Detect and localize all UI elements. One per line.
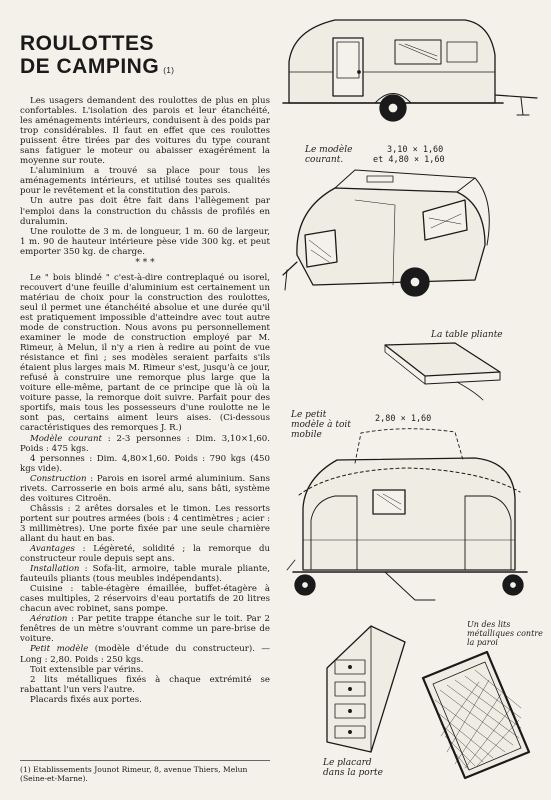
- paragraph: Un autre pas doit être fait dans l'allègement par l'emploi dans la construction du châssis de profilés en duralumin.: [20, 196, 270, 227]
- paragraph: L'aluminium a trouvé sa place pour tous les aménagements intérieurs, et utilisé toutes ses qualités pour le revêtement et la constitution des parois.: [20, 166, 270, 197]
- paragraph: Une roulotte de 3 m. de longueur, 1 m. 60 de largeur, 1 m. 90 de hauteur intérieure pèse vide 300 kg. et peut emporter 350 kg. de charge.: [20, 226, 270, 257]
- spec-avantages: Avantages : Légèreté, solidité ; la remorque du constructeur roule depuis sept ans.: [20, 544, 270, 565]
- illustrations-svg: [275, 0, 551, 800]
- placard-door-illustration: [327, 626, 405, 752]
- spec-aeration: Aération : Par petite trappe étanche sur le toit. Par 2 fenêtres de un mètre s'ouvrant comme un pare-brise de voiture.: [20, 614, 270, 645]
- spec-cuisine: Cuisine : table-étagère émaillée, buffet-étagère à cases multiples, 2 réservoirs d'eau portatifs de 20 litres chacun avec robinet, sans pompe.: [20, 584, 270, 615]
- caption-table-pliante: La table pliante: [431, 330, 503, 340]
- title-footnote-mark: (1): [163, 66, 175, 75]
- spec-installation: Installation : Sofa-lit, armoire, table murale pliante, fauteuils pliants (tous meubles indépendants).: [20, 564, 270, 585]
- caption-modele-courant: Le modèle courant.: [305, 145, 353, 165]
- article-title: [20, 32, 270, 78]
- spec-petit-modele: Petit modèle (modèle d'étude du constructeur). — Long : 2,80. Poids : 250 kgs.: [20, 644, 270, 665]
- title-line-2: DE CAMPING: [20, 55, 160, 78]
- footnote: (1) Etablissements Jounot Rimeur, 8, avenue Thiers, Melun (Seine-et-Marne).: [20, 760, 270, 783]
- spec-placards: Placards fixés aux portes.: [30, 694, 142, 705]
- caravan-petit-modele-illustration: [283, 170, 489, 296]
- article-body: [20, 96, 270, 705]
- caravan-modele-courant-illustration: [283, 20, 537, 121]
- caption-dim-2: et 4,80 × 1,60: [373, 155, 445, 165]
- spec-lits: 2 lits métalliques fixés à chaque extrémité se rabattant l'un vers l'autre.: [20, 674, 270, 695]
- title-line-1: ROULOTTES: [20, 32, 154, 55]
- caption-dim-1: 3,10 × 1,60: [387, 145, 444, 155]
- metal-bed-illustration: [423, 652, 529, 778]
- spec-toit: Toit extensible par vérins.: [30, 664, 144, 675]
- caption-dim-3: 2,80 × 1,60: [375, 414, 432, 424]
- spec-4-personnes: 4 personnes : Dim. 4,80×1,60. Poids : 790 kgs (450 kgs vide).: [20, 453, 270, 474]
- illustrations-column: [275, 0, 551, 800]
- article-column: [20, 32, 270, 705]
- caravan-front-view-illustration: [287, 429, 527, 600]
- spec-chassis: Châssis : 2 arêtes dorsales et le timon. Les ressorts portent sur poutres armées (bois : 4 centimètres ; acier : 3 millimètres). Une porte fixée par une seule charnière allant du haut en bas.: [20, 503, 270, 544]
- paragraph: Les usagers demandent des roulottes de plus en plus confortables. L'isolation des parois et leur étanchéité, les aménagements intérieurs, conduisent à des poids par trop considérables. Il faut en effet que ces roulottes puissent être tirées par des voitures du type courant sans fatiguer le moteur ou abaisser exagérément la moyenne sur route.: [20, 96, 270, 167]
- paragraph: Le " bois blindé " c'est-à-dire contreplaqué ou isorel, recouvert d'une feuille d'aluminium est certainement un matériau de choix pour la construction des roulottes, seul il permet une étanchéité absolue et une durée qu'il est pratiquement impossible d'atteindre avec tout autre mode de construction. Nous avons pu personnellement examiner le mode de construction employé par M. Rimeur, à Melun, il n'y a rien à redire au point de vue résistance et fini ; ses modèles seraient parfaits s'ils étaient plus larges mais M. Rimeur s'est, jusqu'à ce jour, refusé à construire une remorque plus large que la voiture elle-même, partant de ce principe que là où la voiture passe, la remorque doit suivre. Parfait pour des sportifs, mais tous les possesseurs d'une roulotte ne le sont pas, certains aiment leurs aises. (Ci-dessous caractéristiques des remorques J. R.): [20, 272, 270, 434]
- spec-modele-courant: Modèle courant : 2-3 personnes : Dim. 3,10×1,60. Poids : 475 kgs.: [20, 433, 270, 454]
- section-separator: * * *: [135, 257, 155, 268]
- caption-petit-modele: Le petit modèle à toit mobile: [291, 410, 351, 440]
- spec-construction: Construction : Parois en isorel armé aluminium. Sans rivets. Carrosserie en bois armé alu, sans bâti, système des voitures Citroën.: [20, 473, 270, 504]
- caption-placard: Le placard dans la porte: [323, 758, 383, 778]
- caption-lits: Un des lits métalliques contre la paroi: [467, 620, 543, 647]
- folding-table-illustration: [385, 343, 500, 400]
